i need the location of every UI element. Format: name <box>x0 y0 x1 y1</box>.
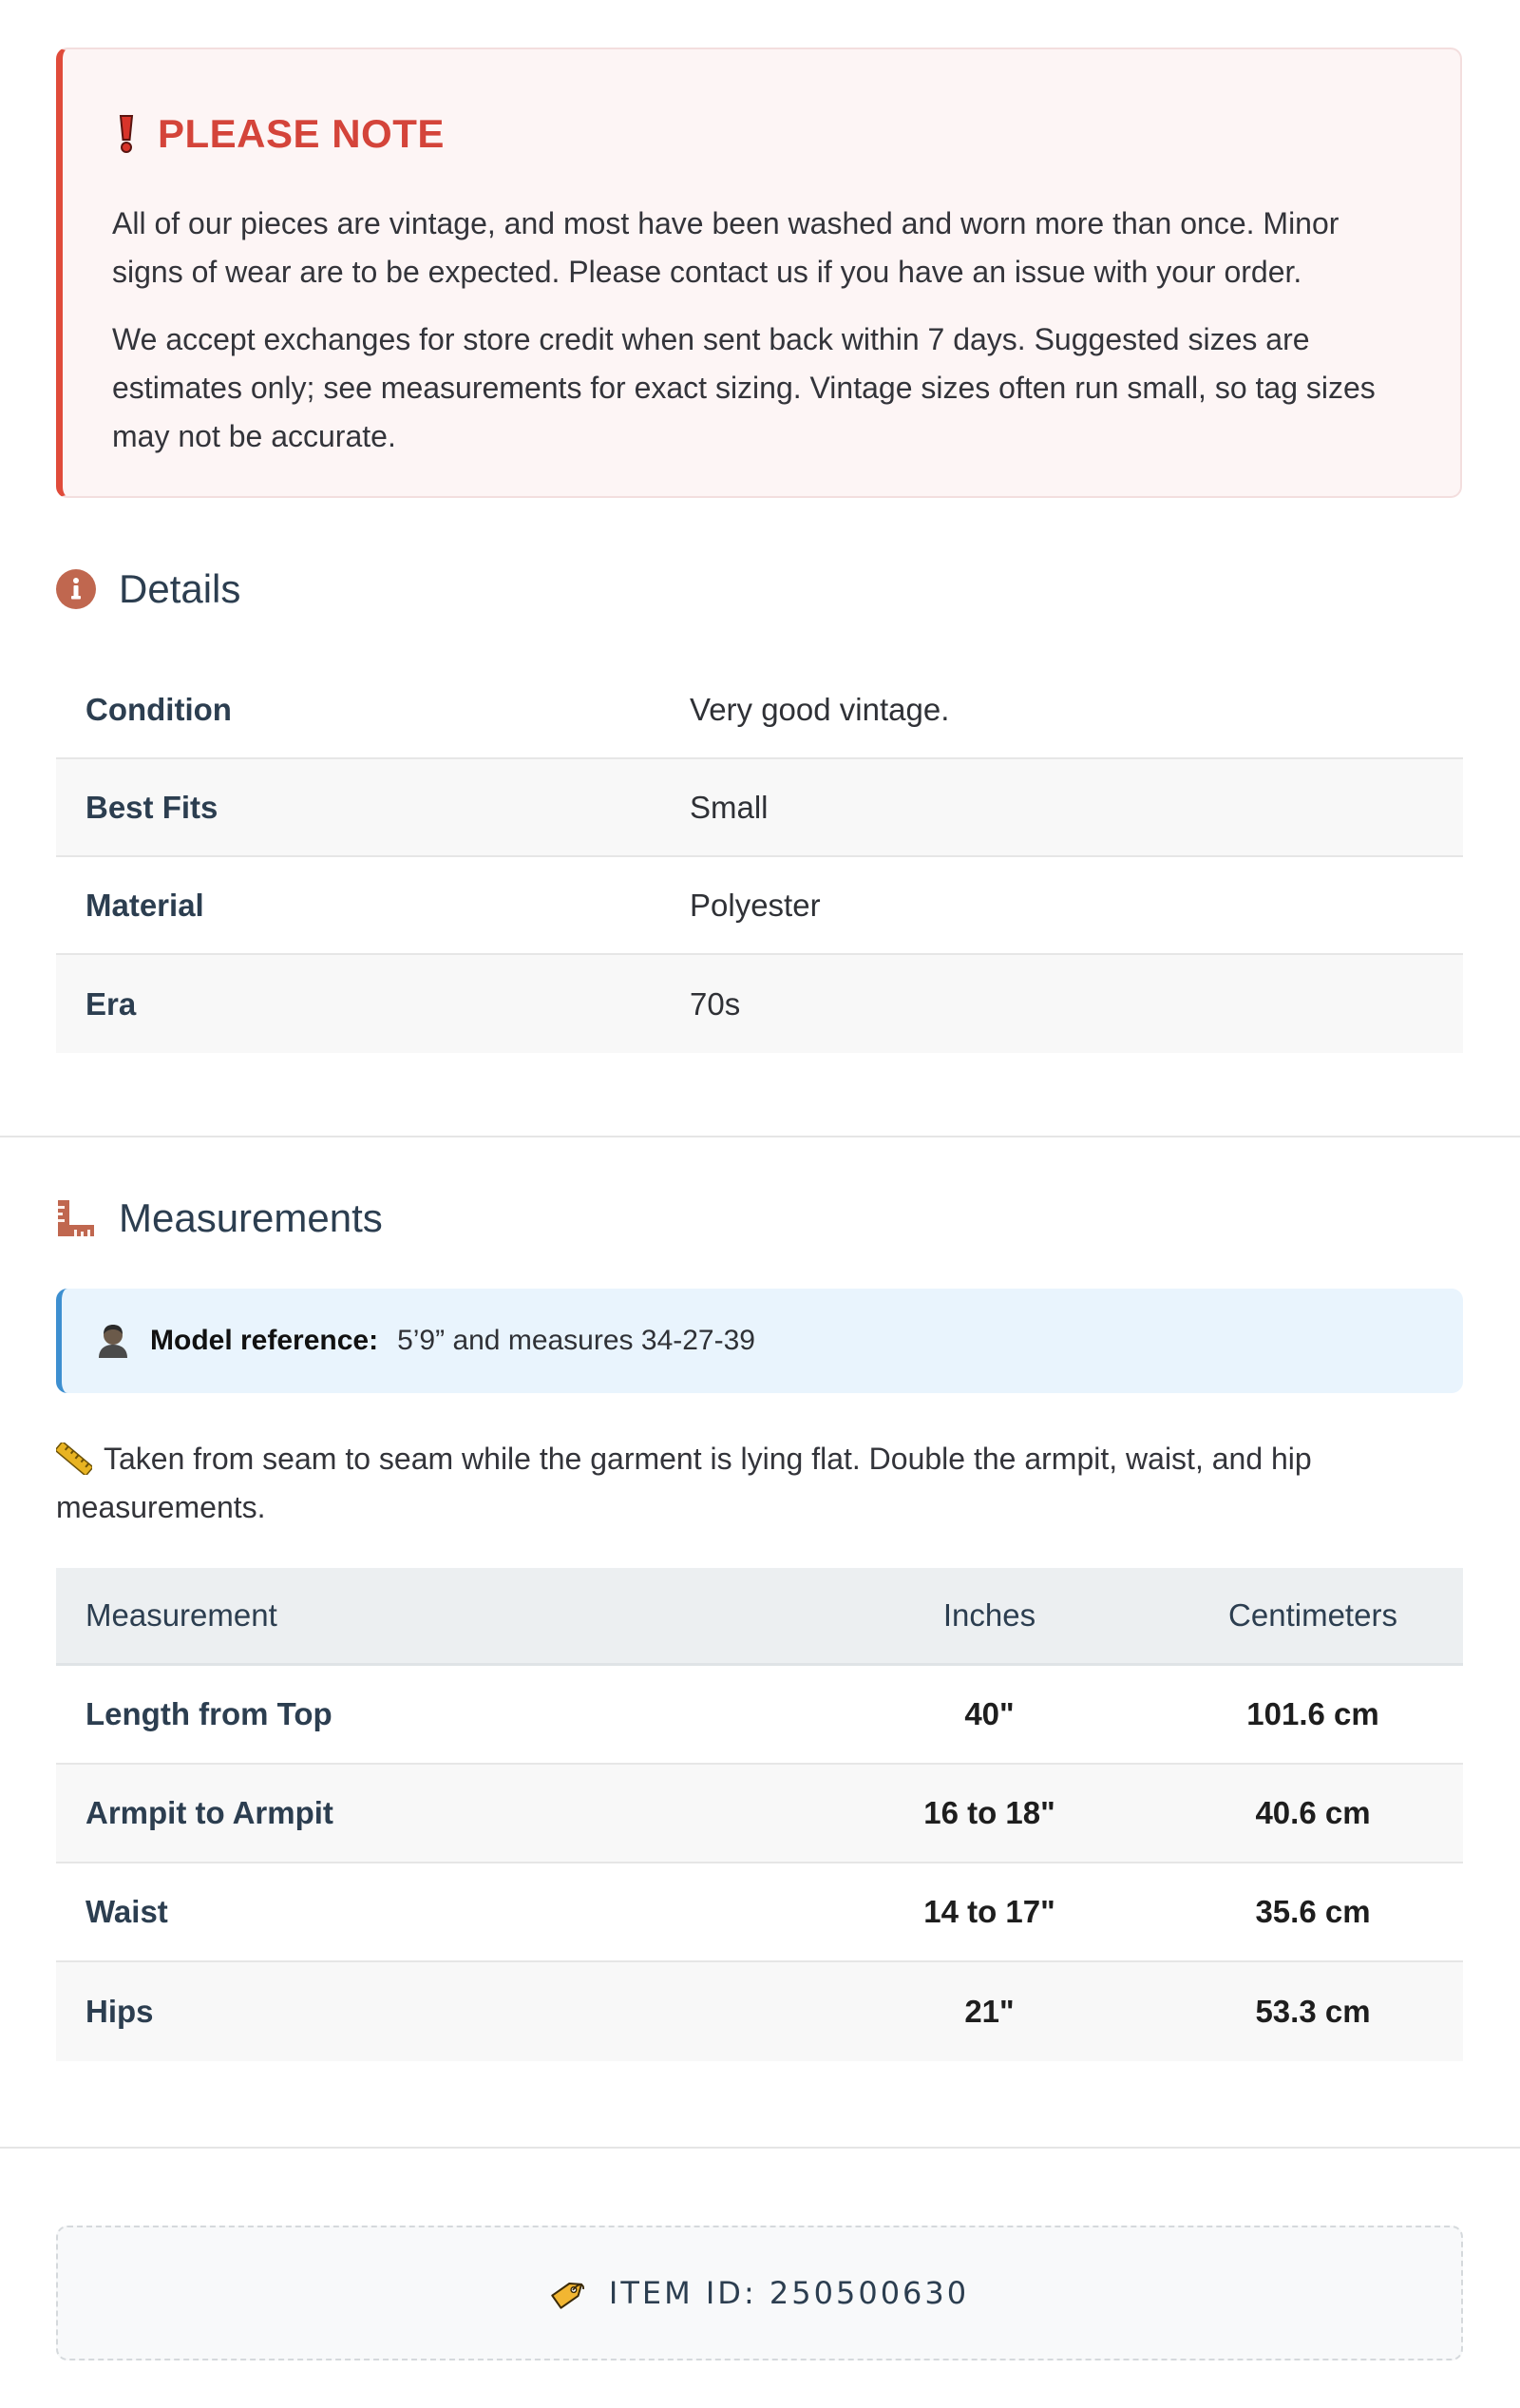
notice-paragraph: We accept exchanges for store credit when sent back within 7 days. Suggested sizes are estimates only; see measurements for exact sizing. Vintage sizes often run small, so tag sizes may not be accurate. <box>112 322 1376 453</box>
details-table <box>56 661 1463 1053</box>
details-row <box>56 759 1463 857</box>
table-row <box>56 1666 1463 1765</box>
section-divider <box>0 2147 1520 2149</box>
detail-label: Era <box>86 985 137 1022</box>
detail-label: Condition <box>86 691 232 727</box>
section-divider <box>0 1136 1520 1137</box>
measurement-instructions <box>56 1435 1424 1532</box>
measurement-inches: 14 to 17" <box>923 1894 1055 1929</box>
person-icon <box>97 1323 129 1359</box>
table-row <box>56 1765 1463 1863</box>
details-row <box>56 857 1463 955</box>
info-icon <box>56 569 96 609</box>
exclamation-icon <box>118 114 135 154</box>
column-header-measurement: Measurement <box>86 1597 277 1633</box>
table-header-row <box>56 1568 1463 1666</box>
detail-value: 70s <box>690 985 741 1022</box>
measurement-cm: 35.6 cm <box>1255 1894 1371 1929</box>
table-row <box>56 1863 1463 1962</box>
details-row <box>56 661 1463 759</box>
model-reference-callout <box>56 1289 1463 1393</box>
measurement-inches: 16 to 18" <box>923 1795 1055 1830</box>
table-row <box>56 1962 1463 2061</box>
measurement-cm: 40.6 cm <box>1255 1795 1371 1830</box>
measurement-inches: 40" <box>964 1696 1015 1731</box>
measurement-cm: 101.6 cm <box>1246 1696 1379 1731</box>
notice-paragraph: All of our pieces are vintage, and most have been washed and worn more than once. Minor signs of wear are to be expected. Please contact us if you have an issue with your order. <box>112 206 1340 289</box>
detail-label: Material <box>86 887 204 923</box>
measurement-name: Armpit to Armpit <box>86 1795 333 1830</box>
model-reference-label: Model reference: <box>150 1325 379 1356</box>
detail-value: Very good vintage. <box>690 691 950 727</box>
column-header-inches: Inches <box>942 1597 1036 1633</box>
measurements-title: Measurements <box>119 1195 383 1240</box>
ruler-corner-icon <box>56 1198 96 1238</box>
model-reference-value: 5’9” and measures 34-27-39 <box>397 1325 755 1356</box>
measurement-name: Waist <box>86 1894 168 1929</box>
tag-icon <box>550 2274 588 2312</box>
measurement-inches: 21" <box>964 1994 1015 2029</box>
please-note-box <box>56 48 1462 498</box>
item-id-text: ITEM ID: 250500630 <box>608 2275 970 2311</box>
column-header-centimeters: Centimeters <box>1228 1597 1397 1633</box>
measurement-name: Length from Top <box>86 1696 332 1731</box>
detail-value: Polyester <box>690 887 821 923</box>
details-row <box>56 955 1463 1053</box>
details-title: Details <box>119 566 241 611</box>
item-id-box <box>56 2226 1463 2360</box>
detail-value: Small <box>690 789 769 825</box>
measurement-cm: 53.3 cm <box>1255 1994 1371 2029</box>
notice-title: PLEASE NOTE <box>158 111 445 156</box>
measurement-note-text: Taken from seam to seam while the garment is lying flat. Double the armpit, waist, and hip measurements. <box>56 1442 1312 1524</box>
measurements-heading <box>56 1195 383 1241</box>
measurements-table <box>56 1568 1463 2061</box>
ruler-icon <box>56 1443 92 1475</box>
notice-header <box>112 108 1407 160</box>
detail-label: Best Fits <box>86 789 218 825</box>
measurement-name: Hips <box>86 1994 154 2029</box>
details-heading <box>56 566 240 612</box>
